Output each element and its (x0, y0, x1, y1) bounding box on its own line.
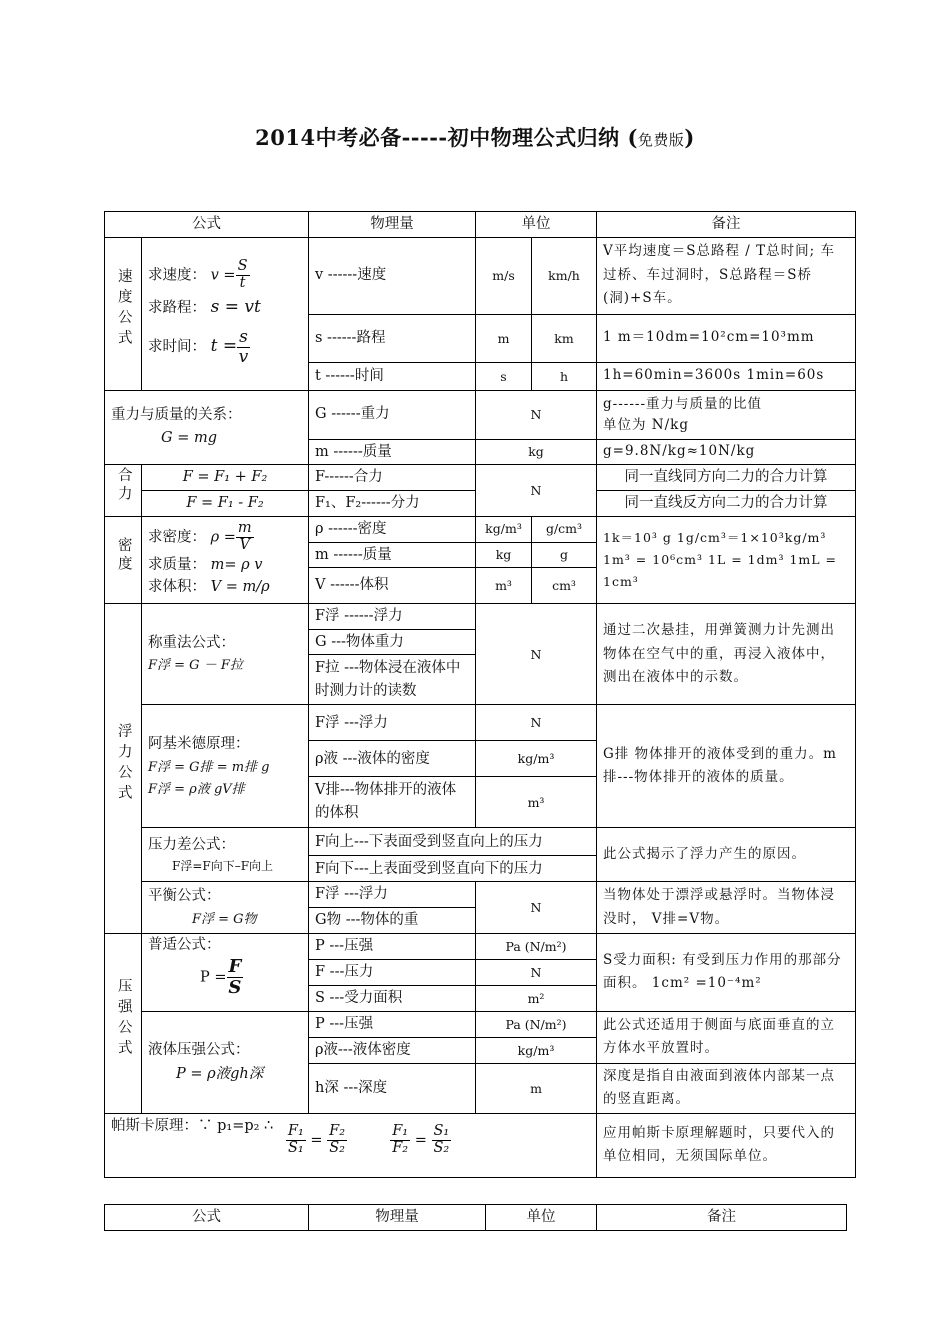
buoyancy-quantity-f: F浮 ------浮力 (309, 604, 476, 630)
liquid-pressure-note: 此公式还适用于侧面与底面垂直的立方体水平放置时。 (597, 1011, 856, 1063)
resultant-note-same: 同一直线同方向二力的合力计算 (597, 465, 856, 491)
unit-n: N (476, 465, 597, 516)
time-note: 1h=60min=3600s 1min=60s (597, 362, 856, 390)
density-formulas: 求密度： ρ = $\frac{m}{V}$ 求质量： m= ρ v 求体积： V = m/ρ (142, 516, 309, 604)
formula-table (104, 211, 856, 1178)
unit-n: N (476, 882, 597, 933)
liquid-quantity-rho: ρ液---液体密度 (309, 1037, 476, 1063)
unit-s: s (476, 362, 532, 390)
resultant-formula-opposite: F = F₁ - F₂ (142, 490, 309, 516)
header-unit: 单位 (476, 212, 597, 238)
header-note: 备注 (597, 1205, 847, 1231)
category-resultant: 合力 (105, 465, 142, 516)
unit-km: km (532, 314, 597, 362)
g-value-note: g=9.8N/kg≈10N/kg (597, 439, 856, 465)
balance-formula: 平衡公式： F浮 = G物 (142, 882, 309, 933)
header-unit: 单位 (486, 1205, 597, 1231)
pascal-note: 应用帕斯卡原理解题时，只要代入的单位相同，无须国际单位。 (597, 1113, 856, 1177)
speed-note: V平均速度＝S总路程 / T总时间; 车过桥、车过洞时，S总路程＝S桥(洞)+S车。 (597, 237, 856, 314)
resultant-quantity-components: F₁、F₂------分力 (309, 490, 476, 516)
unit-kg: kg (476, 542, 532, 568)
pressure-quantity-p: P ---压强 (309, 933, 476, 959)
gravity-quantity-g: G ------重力 (309, 390, 476, 439)
gravity-formula: 重力与质量的关系： G = mg (105, 390, 309, 465)
pressure-difference-downward: F向下---上表面受到竖直向下的压力 (309, 856, 597, 882)
category-speed: 速度公式 (105, 237, 142, 390)
unit-m: m (476, 314, 532, 362)
pressure-quantity-s: S ---受力面积 (309, 985, 476, 1011)
density-quantity-m: m ------质量 (309, 542, 476, 568)
unit-kg: kg (476, 439, 597, 465)
unit-m3: m³ (476, 568, 532, 604)
formula-table-header-2 (104, 1204, 847, 1231)
unit-cm3: cm³ (532, 568, 597, 604)
density-quantity-v: V ------体积 (309, 568, 476, 604)
pressure-general-formula: 普适公式： P = $\frac{F}{S}$ (142, 933, 309, 1011)
archimedes-quantity-f: F浮 ---浮力 (309, 705, 476, 741)
density-note: 1k＝10³ g 1g/cm³＝1×10³kg/m³ 1m³ = 10⁶cm³ 1L = 1dm³ 1mL = 1cm³ (597, 516, 856, 604)
weighing-note: 通过二次悬挂，用弹簧测力计先测出物体在空气中的重，再浸入液体中，测出在液体中的示数。 (597, 604, 856, 705)
unit-pa: Pa (N/m²) (476, 933, 597, 959)
length-note: 1 m＝10dm=10²cm=10³mm (597, 314, 856, 362)
unit-g: g (532, 542, 597, 568)
unit-m3: m³ (476, 777, 597, 828)
unit-ms: m/s (476, 237, 532, 314)
liquid-pressure-formula: 液体压强公式： P = ρ液gh深 (142, 1011, 309, 1113)
unit-m2: m² (476, 985, 597, 1011)
unit-pa: Pa (N/m²) (476, 1011, 597, 1037)
header-formula: 公式 (105, 1205, 309, 1231)
unit-h: h (532, 362, 597, 390)
header-quantity: 物理量 (309, 1205, 486, 1231)
archimedes-quantity-rho: ρ液 ---液体的密度 (309, 741, 476, 777)
resultant-quantity-f: F------合力 (309, 465, 476, 491)
unit-n: N (476, 604, 597, 705)
archimedes-quantity-v: V排---物体排开的液体的体积 (309, 777, 476, 828)
liquid-quantity-h: h深 ---深度 (309, 1063, 476, 1113)
unit-n: N (476, 705, 597, 741)
header-formula: 公式 (105, 212, 309, 238)
gravity-note: g------重力与质量的比值 单位为 N/kg (597, 390, 856, 439)
pressure-quantity-f: F ---压力 (309, 959, 476, 985)
unit-kgm3: kg/m³ (476, 741, 597, 777)
archimedes-formula: 阿基米德原理： F浮 = G排 = m排 g F浮 = ρ液 gV排 (142, 705, 309, 828)
buoyancy-quantity-fpull: F拉 ---物体浸在液体中时测力计的读数 (309, 655, 476, 705)
depth-note: 深度是指自由液面到液体内部某一点的竖直距离。 (597, 1063, 856, 1113)
unit-gcm3: g/cm³ (532, 516, 597, 542)
archimedes-note: G排 物体排开的液体受到的重力。m排---物体排开的液体的质量。 (597, 705, 856, 828)
pressure-difference-note: 此公式揭示了浮力产生的原因。 (597, 828, 856, 882)
header-quantity: 物理量 (309, 212, 476, 238)
header-note: 备注 (597, 212, 856, 238)
buoyancy-quantity-g: G ---物体重力 (309, 629, 476, 655)
unit-kmh: km/h (532, 237, 597, 314)
pressure-difference-formula: 压力差公式： F浮=F向下–F向上 (142, 828, 309, 882)
unit-kgm3: kg/m³ (476, 1037, 597, 1063)
speed-quantity-v: v ------速度 (309, 237, 476, 314)
speed-quantity-t: t ------时间 (309, 362, 476, 390)
liquid-quantity-p: P ---压强 (309, 1011, 476, 1037)
pressure-general-note: S受力面积: 有受到压力作用的那部分面积。 1cm² =10⁻⁴m² (597, 933, 856, 1011)
balance-note: 当物体处于漂浮或悬浮时。当物体浸没时， V排=V物。 (597, 882, 856, 933)
unit-n: N (476, 390, 597, 439)
density-quantity-rho: ρ ------密度 (309, 516, 476, 542)
weighing-formula: 称重法公式： F浮 = G － F拉 (142, 604, 309, 705)
balance-quantity-g: G物 ---物体的重 (309, 908, 476, 934)
unit-kgm3: kg/m³ (476, 516, 532, 542)
pressure-difference-upward: F向上---下表面受到竖直向上的压力 (309, 828, 597, 856)
category-pressure: 压强公式 (105, 933, 142, 1113)
resultant-formula-same: F = F₁ + F₂ (142, 465, 309, 491)
unit-m: m (476, 1063, 597, 1113)
gravity-quantity-m: m ------质量 (309, 439, 476, 465)
unit-n: N (476, 959, 597, 985)
category-density: 密度 (105, 516, 142, 604)
speed-formulas: 求速度： v = $\frac{S}{t}$ 求路程： s = vt 求时间： t = $\frac{s}{v}$ (142, 237, 309, 390)
balance-quantity-f: F浮 ---浮力 (309, 882, 476, 908)
speed-quantity-s: s ------路程 (309, 314, 476, 362)
pascal-formula: 帕斯卡原理：∵ p₁=p₂ ∴ $\frac{\text{F₁}}{\text{S₁}}$ = $\frac{\text{F₂}}{\text{S₂}}$ $\frac{\text{F₁}}{\text{F₂}}$ = $\frac{\text{S₁}}{\text{S₂}}$ (105, 1113, 597, 1177)
category-buoyancy: 浮力公式 (105, 604, 142, 934)
page-title: 2014中考必备-----初中物理公式归纳 (免费版) (255, 125, 695, 150)
resultant-note-opposite: 同一直线反方向二力的合力计算 (597, 490, 856, 516)
